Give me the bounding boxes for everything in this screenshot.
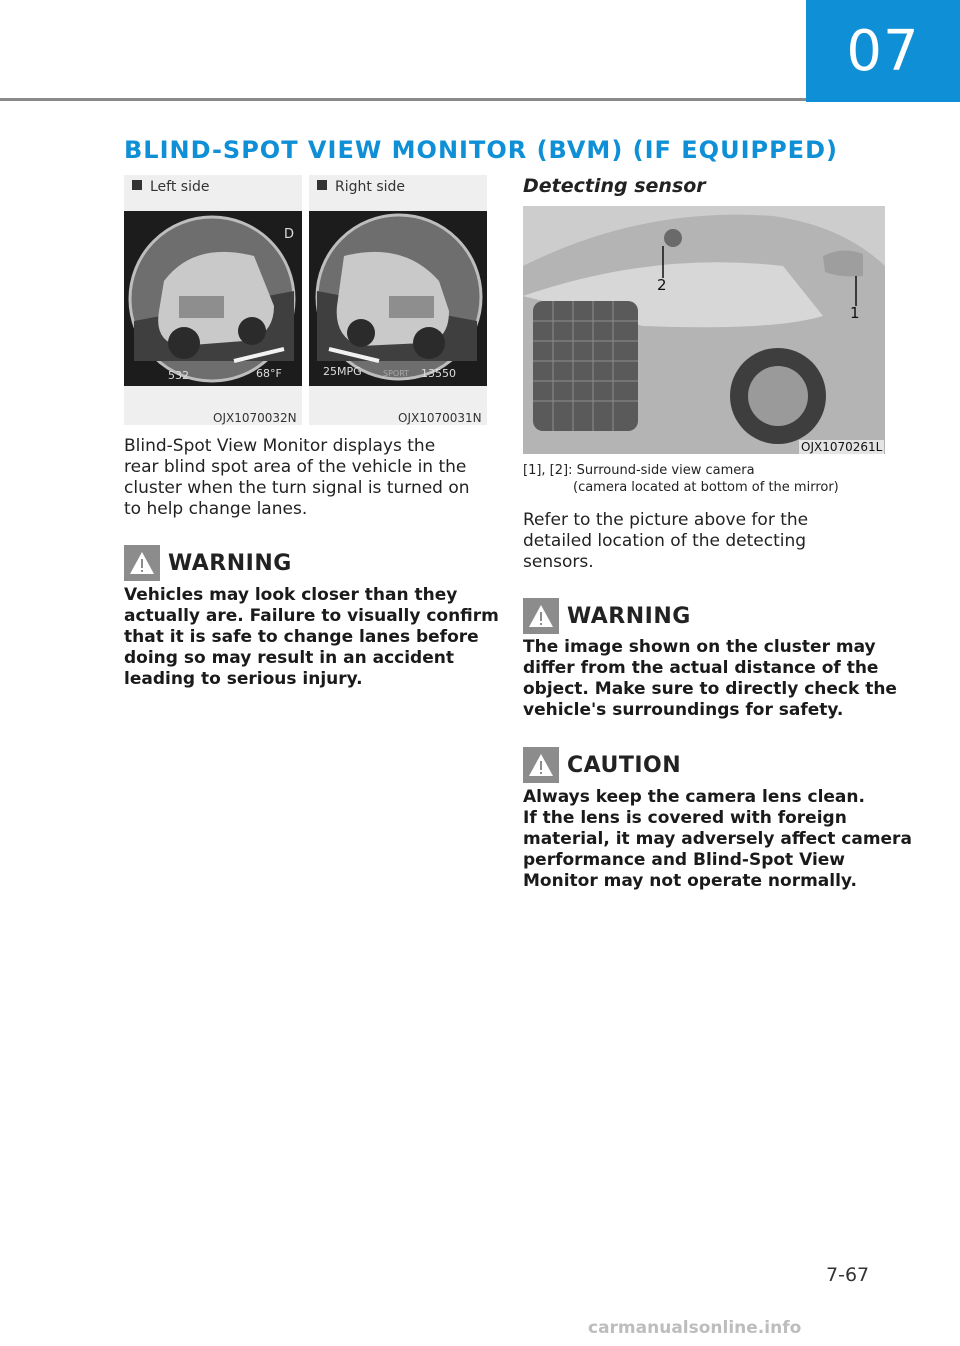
photo-code: OJX1070261L — [801, 440, 883, 454]
photo-caption: [1], [2]: Surround-side view camera (camera located at bottom of the mirror) — [523, 463, 839, 495]
detecting-sensor-title: Detecting sensor — [523, 175, 706, 197]
left-cluster-image — [124, 211, 302, 386]
warning-triangle-icon — [523, 598, 559, 634]
left-side-label: Left side — [132, 179, 209, 195]
warning-text-2: The image shown on the cluster may differ from the actual distance of the object. Make sure to directly check the vehicle's surroundings for safety. — [523, 637, 897, 720]
square-bullet-icon — [132, 180, 142, 190]
header-rule — [0, 98, 806, 101]
sensor-location-photo — [523, 206, 885, 454]
warning-heading-2: WARNING — [523, 598, 691, 634]
caution-heading: CAUTION — [523, 747, 681, 783]
cluster-mode-text: SPORT — [383, 369, 410, 378]
right-cluster-image — [309, 211, 487, 386]
caution-triangle-icon — [523, 747, 559, 783]
right-image-code: OJX1070031N — [398, 411, 482, 425]
warning-text: Vehicles may look closer than they actually are. Failure to visually confirm that it is safe to change lanes before doing so may result in an accident leading to serious injury. — [124, 585, 499, 689]
section-title: BLIND-SPOT VIEW MONITOR (BVM) (IF EQUIPPED) — [124, 136, 838, 164]
sensor-paragraph: Refer to the picture above for the detailed location of the detecting sensors. — [523, 510, 809, 572]
warning-triangle-icon — [124, 545, 160, 581]
left-image-code: OJX1070032N — [213, 411, 297, 425]
warning-heading: WARNING — [124, 545, 292, 581]
cluster-gear-text: D — [284, 227, 295, 242]
callout-marker-1: 1 — [850, 304, 860, 322]
page-number: 7-67 — [826, 1264, 870, 1286]
cluster-odometer-text: 13550 — [421, 367, 456, 380]
square-bullet-icon — [317, 180, 327, 190]
callout-marker-2: 2 — [657, 276, 667, 294]
right-side-label: Right side — [317, 179, 405, 195]
intro-paragraph: Blind-Spot View Monitor displays the rear blind spot area of the vehicle in the cluster when the turn signal is turned on to help change lanes. — [124, 436, 470, 519]
cluster-temp-text: 68°F — [256, 367, 282, 380]
footer-watermark: carmanualsonline.info — [588, 1318, 802, 1338]
chapter-tab: 07 — [806, 0, 960, 102]
cluster-odometer-text: 532 — [168, 369, 189, 382]
caution-text: Always keep the camera lens clean. If the lens is covered with foreign material, it may adversely affect camera performance and Blind-Spot View Monitor may not operate normally. — [523, 787, 912, 891]
cluster-mpg-text: 25MPG — [323, 365, 362, 378]
